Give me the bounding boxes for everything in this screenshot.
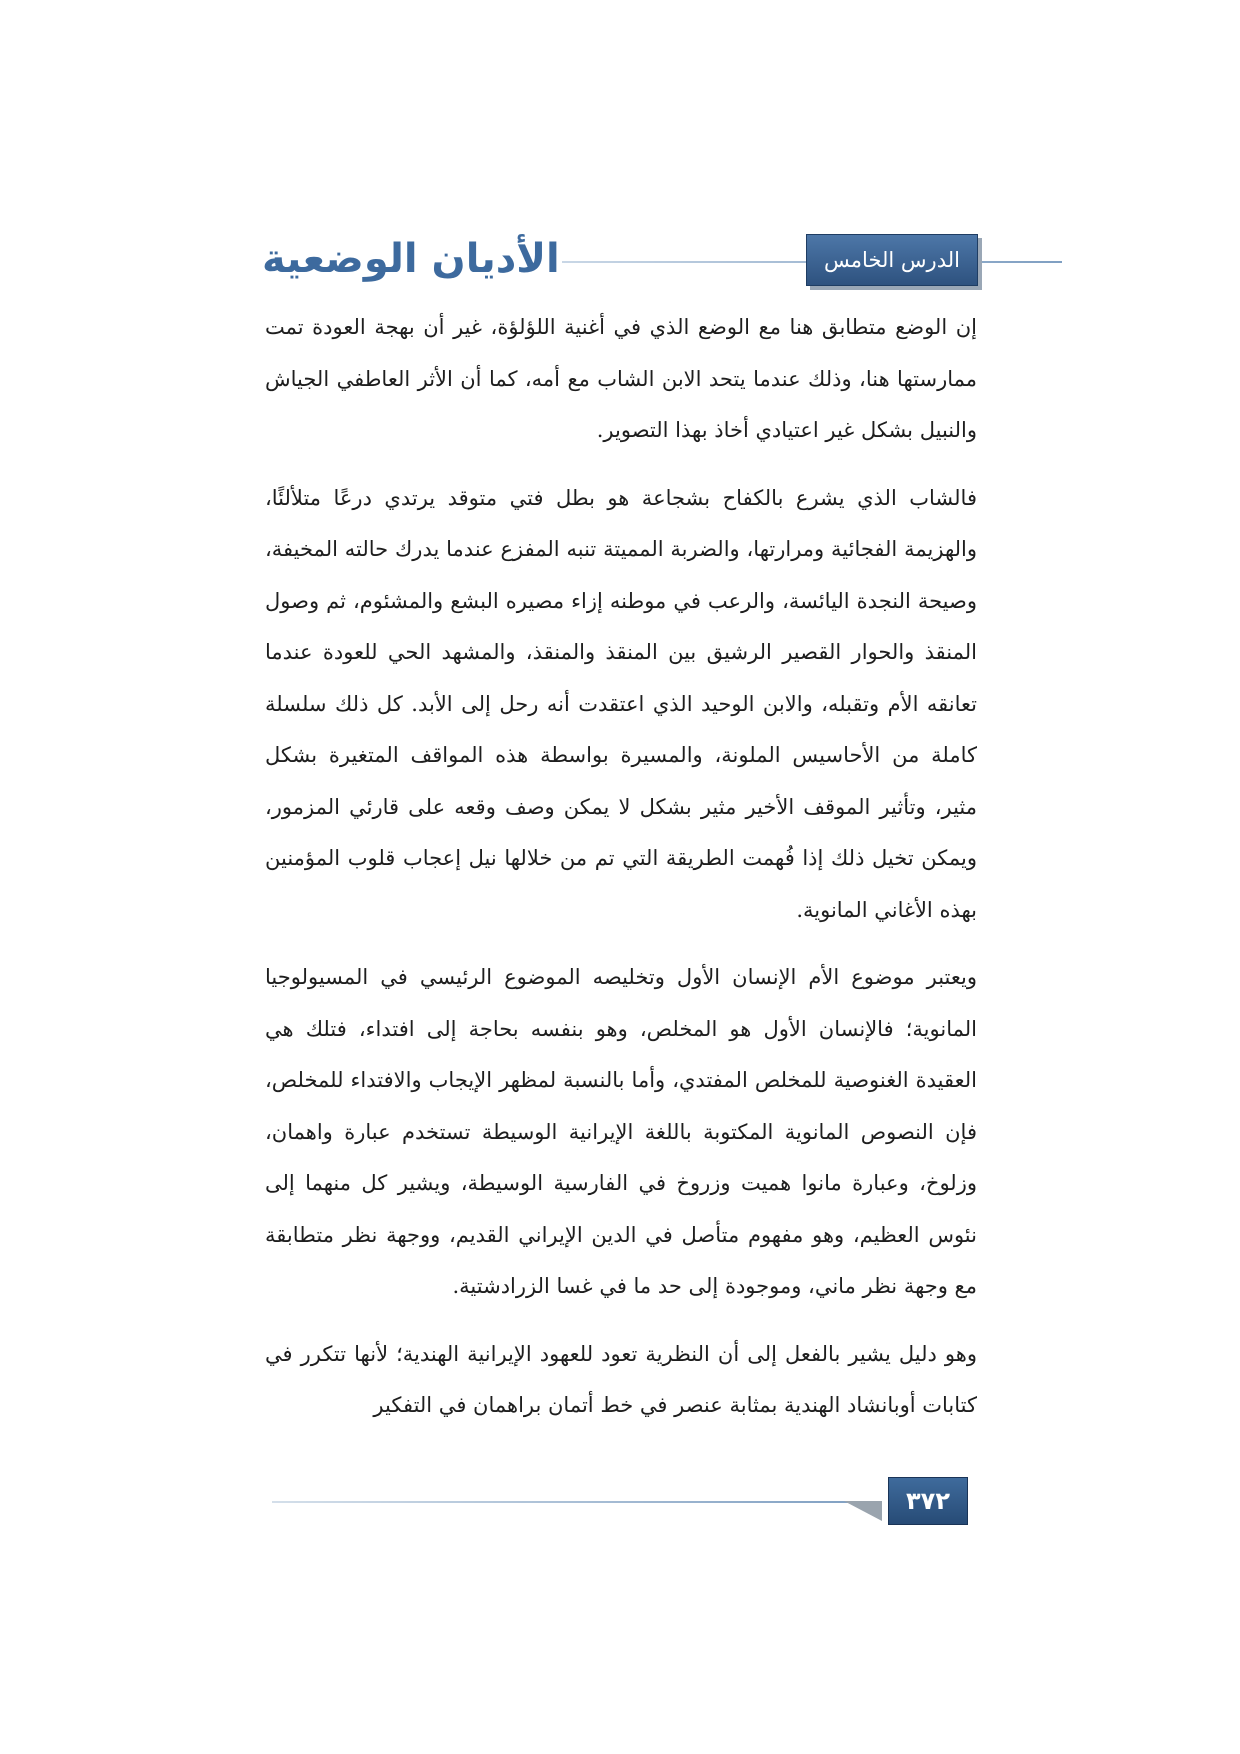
body-text [265, 302, 977, 1448]
page-header [262, 228, 978, 322]
page-footer [272, 1477, 968, 1527]
chapter-label: الدرس الخامس عشر [824, 248, 960, 322]
paragraph: ويعتبر موضوع الأم الإنسان الأول وتخليصه الموضوع الرئيسي في المسيولوجيا المانوية؛ فالإنسان الأول هو المخلص، وهو بنفسه بحاجة إلى افتداء، فتلك هي العقيدة الغنوصية للمخلص المفتدي، وأما بالنسبة لمظهر الإيجاب والافتداء للمخلص، فإن النصوص المانوية المكتوبة باللغة الإيرانية الوسيطة تستخدم عبارة واهمان، وزلوخ، وعبارة مانوا هميت وزروخ في الفارسية الوسيطة، ويشير كل منهما إلى نئوس العظيم، وهو مفهوم متأصل في الدين الإيراني القديم، ووجهة نظر متطابقة مع وجهة نظر ماني، وموجودة إلى حد ما في غسا الزرادشتية. [265, 965, 977, 1298]
paragraph: فالشاب الذي يشرع بالكفاح بشجاعة هو بطل فتي متوقد يرتدي درعًا متلألئًا، والهزيمة الفجائية ومرارتها، والضربة المميتة تنبه المفزع عندما يدرك حالته المخيفة، وصيحة النجدة اليائسة، والرعب في موطنه إزاء مصيره البشع والمشئوم، ثم وصول المنقذ والحوار القصير الرشيق بين المنقذ والمنقذ، والمشهد الحي للعودة عندما تعانقه الأم وتقبله، والابن الوحيد الذي اعتقدت أنه رحل إلى الأبد. كل ذلك سلسلة كاملة من الأحاسيس الملونة، والمسيرة بواسطة هذه المواقف المتغيرة بشكل مثير، وتأثير الموقف الأخير مثير بشكل لا يمكن وصف وقعه على قارئي المزمور، ويمكن تخيل ذلك إذا فُهمت الطريقة التي تم من خلالها نيل إعجاب قلوب المؤمنين بهذه الأغاني المانوية. [265, 485, 977, 922]
footer-wedge-decoration [844, 1501, 882, 1521]
book-title: الأديان الوضعية [262, 236, 560, 282]
paragraph: وهو دليل يشير بالفعل إلى أن النظرية تعود للعهود الإيرانية الهندية؛ لأنها تتكرر في كتابات أوبانشاد الهندية بمثابة عنصر في خط أتمان براهمان في التفكير [265, 1341, 977, 1417]
footer-divider [272, 1501, 872, 1503]
chapter-label-box [806, 234, 978, 322]
page-number: ٣٧٢ [888, 1477, 968, 1525]
paragraph: إن الوضع متطابق هنا مع الوضع الذي في أغنية اللؤلؤة، غير أن بهجة العودة تمت ممارستها هنا، وذلك عندما يتحد الابن الشاب مع أمه، كما أن الأثر العاطفي الجياش والنبيل بشكل غير اعتيادي أخاذ بهذا التصوير. [265, 315, 977, 442]
